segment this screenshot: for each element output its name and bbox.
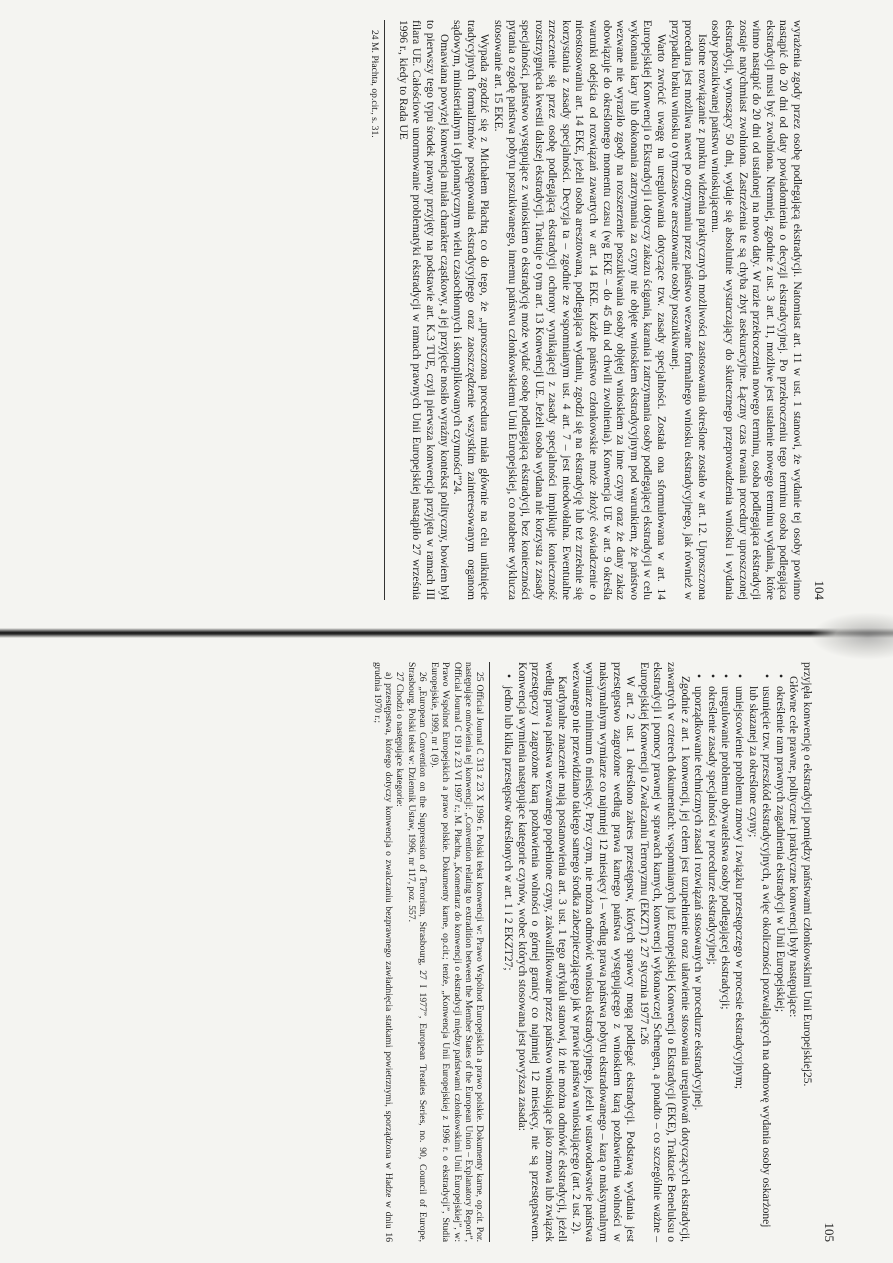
page-number: 104: [811, 580, 827, 600]
page-105: [0, 642, 893, 1262]
footnote: 26 „European Convention on the Suppression of Terrorism, Strasbourg, 27 I 1977”, European Treaties Series, no. 90, Council of Europe, Strasbourg. Polski tekst w: Dziennik Ustaw, 1996, nr 117, poz. 557.: [405, 662, 428, 1242]
paragraph: Warto zwrócić uwagę na uregulowania dotyczące tzw. zasady specjalności. Została ona sformułowana w art. 14 Europejskiej Konwencji o Ekstradycji i dotyczy zakazu ścigania, karania i zatrzymania osoby podlegającej ekstradycji w celu wykonania kary lub dokonania zatrzymania za czyny nie objęte wnioskiem ekstradycyjnym pod warunkiem, że państwo wezwane nie wyraziło zgody na rozszerzenie poszukiwania osoby objętej wnioskiem za inne czyny oraz że dany zakaz obowiązuje do określonego momentu czasu (wg EKE – do 45 dni od chwili zwolnienia). Konwencja UE w art. 9 określa warunki odejścia od rozwiązań zawartych w art. 14 EKE. Każde państwo członkowskie może złożyć oświadczenie o nieostosowaniu art. 14 EKE, jeżeli osoba aresztowana, podlegająca wydaniu, zgodzi się na ekstradycję lub też zrzeknie się korzystania z zasady specjalności. Decyzja ta – zgodnie ze wspomnianym ust. 4 art. 7 – jest nieodwołalna. Ewentualne zrzeczenie się przez osobę podlegającą ekstradycji ochrony wynikającej z zasady specjalności implikuje konieczność rozstrzygnięcia kwestii dalszej ekstradycji. Traktuje o tym art. 13 Konwencji UE. Jeżeli osoba wydana nie korzysta z zasady specjalności, państwo występujące z wnioskiem o ekstradycję może wydać osobę podlegającą ekstradycji, bez konieczności pytania o zgodę państwa pobytu poszukiwanego, innemu państwu członkowskiemu Unii Europejskiej, co notabene wyklucza stosowanie art. 15 EKE.: [491, 20, 667, 600]
list-item: • usunięcie tzw. przeszkód ekstradycyjnych, a więc okoliczności pozwalających na odmowę wydania osoby oskarżonej lub skazanej za określone czyny;: [745, 686, 772, 1242]
list-item: • uregulowanie problemu obywatelstwa osoby podlegającej ekstradycji;: [717, 686, 731, 1242]
list-item: • określenie ram prawnych zagadnienia ekstradycji w Unii Europejskiej;: [772, 686, 786, 1242]
paragraph: Omawiana powyżej konwencja miała charakter cząstkowy, a jej przyjęcie nosiło wyraźny kontekst polityczny, bowiem był to pierwszy tego typu środek prawny przyjęty na podstawie art. K.3 TUE, czyli pierwsza konwencja przyjęta w ramach III filara UE. Całościowe unormowanie problematyki ekstradycji w ramach prawnych Unii Europejskiej nastąpiło 27 września 1996 r., kiedy to Rada UE: [396, 20, 450, 600]
paragraph: przyjęła konwencję o ekstradycji pomiędzy państwami członkowskimi Unii Europejskiej25.: [800, 662, 813, 1087]
paragraph: Kardynalne znaczenie mają postanowienia art. 3 ust. 1 tego artykułu stanowi, iż nie można odmówić ekstradycji, jeżeli według prawa państwa wezwanego popełnione czyny, zakwalifikowane przez państwo wnioskujące jako zmowa lub związek przestępczy i zagrożone karą pozbawienia wolności o górnej granicy co najmniej 12 miesięcy, nie są przestępstwem. Konwencja wymienia następujące kategorie czynów, wobec których stosowana jest powyższa zasada:: [515, 662, 568, 1242]
paragraph: Wypada zgodzić się z Michałem Płachtą co do tego, że „uproszczona procedura miała głównie na celu uniknięcie tradycyjnych formalizmów postępowania ekstradycyjnego oraz zaoszczędzenie wszystkim zainteresowanym organom sądowym, ministerialnym i dyplomatycznym wielu czasochłonnych i skomplikowanych czynności”24.: [450, 20, 490, 600]
paragraph: Zgodnie z art. 1 konwencji, jej celem jest uzupełnienie oraz ułatwienie stosowania uregulowań dotyczących ekstradycji, zawartych w czterech dokumentach: wspomnianych już Europejskiej Konwencji o Ekstradycji (EKE), Traktacie Beneluksu o ekstradycji i pomocy prawnej w sprawach karnych, konwencji wykonawczej Schengen, a ponadto – co szczególnie ważne – Europejskiej Konwencji o Zwalczaniu Terroryzmu (EKZT) z 27 stycznia 1977 r.26: [637, 662, 691, 1242]
page-104-body: [395, 20, 803, 600]
list-item: • uporządkowanie technicznych zasad i rozwiązań stosowanych w procedurze ekstradycyjnej.: [690, 686, 704, 1242]
footnote: 27 Chodzi o następujące kategorie:: [394, 672, 405, 807]
footnote: 25 Official Journal C 313 z 23 X 1996 r. Polski tekst konwencji w: Prawo Wspólnot Europejskich a prawo polskie. Dokumenty karne, op.cit. Por. następujące omówienia tej konwencji: „Convention relating to extradition between the Member States of the European Union – Explanatory Report”, Official Journal C 191 z 23 VI 1997 r.; M. Płachta, „Komentarz do konwencji o ekstradycji między państwami członkowskimi Unii Europejskiej”, w: Prawo Wspólnot Europejskich a prawo polskie. Dokumenty karne, op.cit.; tenże, „Konwencja Unii Europejskiej z 1996 r. o ekstradycji”, Studia Europejskie, 1999, nr 1 (9).: [428, 662, 485, 1242]
list-item: • umiejscowienie problemu zmowy i związku przestępczego w procesie ekstradycyjnym;: [731, 686, 745, 1242]
footnotes: [371, 662, 490, 1242]
footnote: 24 M. Płachta, op.cit., s. 31.: [368, 30, 380, 138]
page-105-body: [500, 662, 813, 1242]
footnotes: [368, 20, 384, 600]
paragraph: Główne cele prawne, polityczne i praktyczne konwencji były następujące:: [786, 676, 799, 1018]
paragraph: Istotne rozwiązanie z punktu widzenia praktycznych możliwości zastosowania określone zostało w art. 12. Uproszczona procedura jest możliwa nawet po otrzymaniu przez państwo wezwane formalnego wniosku ekstradycyjnego, jak również w przypadku braku wniosku o tymczasowe aresztowanie osoby poszukiwanej.: [668, 20, 708, 600]
footnote: a) przestępstwa, którego dotyczy konwencja o zwalczaniu bezprawnego zawładnięcia statkami powietrznymi, sporządzona w Hadze w dniu 16 grudnia 1970 r.;: [371, 662, 394, 1242]
book-gutter: [0, 628, 893, 638]
list-item: • określenie zasady specjalności w procedurze ekstradycyjnej;: [704, 686, 718, 1242]
page-104-content: [67, 20, 827, 600]
page-105-content: [57, 662, 837, 1242]
category-list: [500, 662, 514, 1242]
page-number: 105: [821, 1222, 837, 1242]
list-item: • jedno lub kilka przestępstw określonych w art. 1 i 2 EKZT27;: [500, 686, 514, 1242]
paragraph: wyrażenia zgody przez osobę podlegającą ekstradycji. Natomiast art. 11 w ust. 1 stanowi, że wydanie tej osoby powinno nastąpić do 20 dni od daty powiadomienia o decyzji ekstradycyjnej. Po przekroczeniu tego terminu osoba podlegająca ekstradycji musi być zwolniona. Niemniej, zgodnie z ust. 3 art. 11, możliwe jest ustalenie nowego terminu wydania, które winno nastąpić do 20 dni od ustalonej na nowo daty. W razie przekroczenia nowego terminu, osoba podlegająca ekstradycji zostaje natychmiast zwolniona. Zastrzeżenia te są chyba zbyt asekuracyjne. Łączny czas trwania procedury uproszczonej ekstradycji, wynoszący 50 dni, wydaje się absolutnie wystarczający do skutecznego przeprowadzenia wniosku i wydania osoby poszukiwanej państwu wnioskującemu.: [708, 20, 803, 600]
paragraph: W art. 2 ust. 1 określono zakres przestępstw, których sprawcy mogą podlegać ekstradycji. Podstawą wydania jest przestępstwo zagrożone według prawa karnego państwa występującego z wnioskiem karą pozbawienia wolności w maksymalnym wymiarze co najmniej 12 miesięcy i – według prawa państwa pobytu ekstradowanego – karą o maksymalnym wymiarze minimum 6 miesięcy. Przy czym, nie można odmówić wniosku ekstradycyjnego, jeżeli w ustawodawstwie państwa wezwanego nie przewidziano takiego samego środka zabezpieczającego jak w prawie państwa wnioskującego (art. 2 ust. 2).: [569, 662, 636, 1242]
goals-list: [690, 662, 785, 1242]
page-104: [0, 0, 893, 620]
